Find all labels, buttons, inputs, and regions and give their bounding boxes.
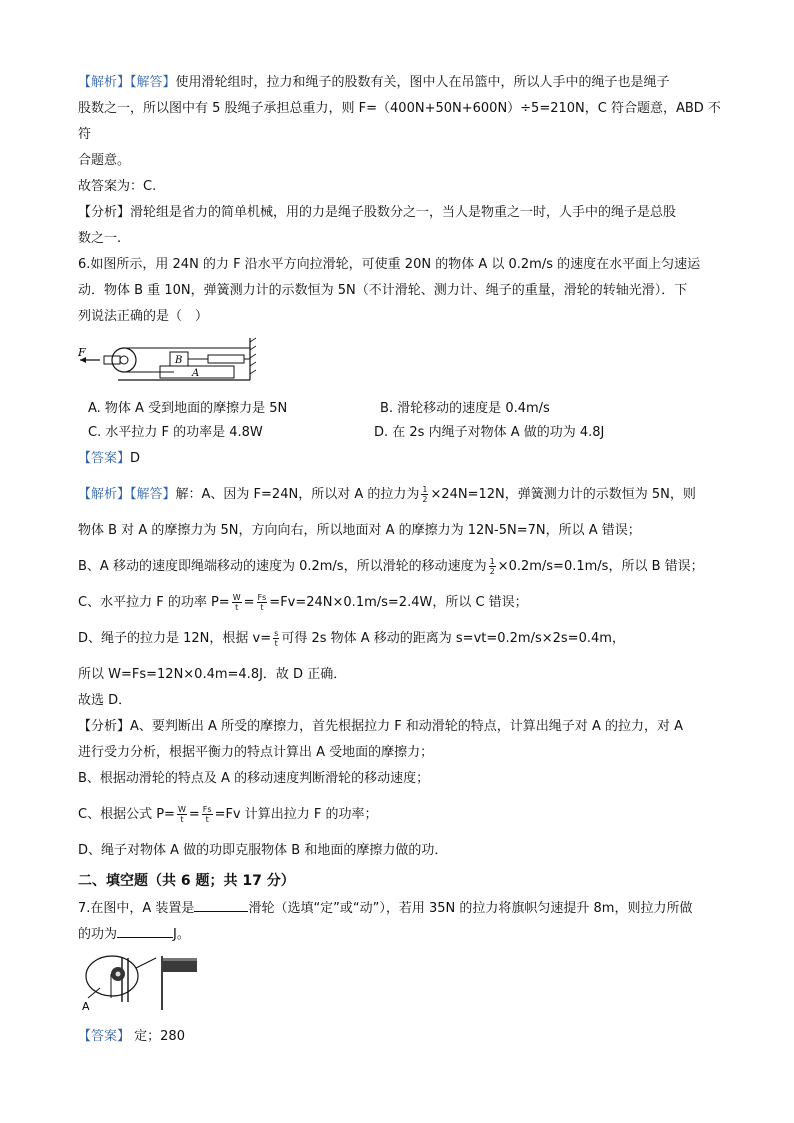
- label-a: A: [192, 368, 200, 379]
- q5-analysis-line-1: 【分析】滑轮组是省力的简单机械，用的力是绳子股数分之一，当人是物重之一时，人手中的绳子是总股: [78, 205, 677, 220]
- page-content: [78, 70, 728, 1050]
- fraction-half: $\frac{1}{2}$: [422, 485, 428, 504]
- answer-blank-2[interactable]: [117, 923, 173, 938]
- q5-solution-line-2: 股数之一，所以图中有 5 股绳子承担总重力，则 F=（400N+50N+600N）÷5=210N，C 符合题意，ABD 不符: [78, 101, 721, 142]
- tag-fenxi: 【分析】: [78, 205, 131, 220]
- q6-stem-line-2: 动．物体 B 重 10N，弹簧测力计的示数恒为 5N（不计滑轮、测力计、绳子的重量，滑轮的转轴光滑）．下: [78, 283, 688, 298]
- tag-jieda: 【解答】: [130, 487, 176, 502]
- section-title: 二、填空题（共 6 题；共 17 分）: [78, 873, 295, 889]
- q6-solution-d-1: D、绳子的拉力是 12N，根据 v= $\frac{s}{t}$ 可得 2s 物体 A 移动的距离为 s=vt=0.2m/s×2s=0.4m，: [78, 629, 625, 648]
- fraction-w-over-t: $\frac{W}{t}$: [232, 593, 241, 612]
- q6-stem-line-1: 6.如图所示，用 24N 的力 F 沿水平方向拉滑轮，可使重 20N 的物体 A 以 0.2m/s 的速度在水平面上匀速运: [78, 257, 701, 272]
- q7-stem-line-1: 7.在图中，A 装置是 滑轮（选填“定”或“动”），若用 35N 的拉力将旗帜匀速提升 8m，则拉力所做: [78, 896, 728, 922]
- fraction-s-over-t: $\frac{s}{t}$: [274, 629, 279, 648]
- q5-answer-line: 故答案为：C.: [78, 179, 157, 194]
- q6-analysis-a-1: 【分析】A、要判断出 A 所受的摩擦力，首先根据拉力 F 和动滑轮的特点，计算出绳子对 A 的拉力，对 A: [78, 719, 683, 734]
- tag-jiexi: 【解析】: [78, 487, 131, 502]
- q7-flagpole-figure: [78, 954, 728, 1022]
- label-b: B: [175, 355, 183, 366]
- q5-solution-line-1: 【解析】【解答】使用滑轮组时，拉力和绳子的股数有关，图中人在吊篮中，所以人手中的绳子也是绳子: [78, 75, 670, 90]
- option-b: B. 滑轮移动的速度是 0.4m/s: [380, 401, 550, 416]
- q6-stem-line-3: 列说法正确的是（ ）: [78, 309, 209, 324]
- pulley-diagram: [78, 336, 258, 384]
- q6-options: [78, 396, 728, 446]
- label-f: F: [78, 346, 86, 359]
- q6-analysis-c: C、根据公式 P= $\frac{W}{t}$ = $\frac{Fs}{t}$ =Fv 计算出拉力 F 的功率；: [78, 805, 378, 824]
- label-a: A: [82, 1000, 90, 1012]
- q5-analysis-line-2: 数之一.: [78, 231, 122, 246]
- tag-answer: 【答案】: [78, 451, 131, 466]
- option-a: A. 物体 A 受到地面的摩擦力是 5N: [88, 401, 288, 416]
- q6-solution-d-2: 所以 W=Fs=12N×0.4m=4.8J．故 D 正确．: [78, 667, 347, 682]
- flagpole-diagram: [78, 954, 218, 1012]
- q7-stem-line-2: 的功为 J。: [78, 922, 728, 948]
- tag-answer: 【答案】: [78, 1029, 131, 1044]
- fraction-w-over-t: $\frac{W}{t}$: [177, 805, 186, 824]
- q7-answer: 【答案】 定；280: [78, 1029, 185, 1044]
- tag-fenxi: 【分析】: [78, 719, 131, 734]
- q5-solution-line-3: 合题意。: [78, 153, 131, 168]
- q6-answer: 【答案】D: [78, 451, 141, 466]
- answer-blank-1[interactable]: [194, 897, 248, 912]
- q6-solution-a-1: 【解析】【解答】解：A、因为 F=24N，所以对 A 的拉力为 $\frac{1}{2}$ ×24N=12N，弹簧测力计的示数恒为 5N，则: [78, 485, 696, 504]
- spring-scale: [208, 355, 244, 363]
- q6-analysis-b: B、根据动滑轮的特点及 A 的移动速度判断滑轮的移动速度；: [78, 771, 430, 786]
- q6-solution-c: C、水平拉力 F 的功率 P= $\frac{W}{t}$ = $\frac{Fs}{t}$ =Fv=24N×0.1m/s=2.4W，所以 C 错误；: [78, 593, 528, 612]
- fraction-fs-over-t: $\frac{Fs}{t}$: [257, 593, 267, 612]
- pulley-wheel: [112, 348, 136, 372]
- q6-solution-end: 故选 D．: [78, 693, 132, 708]
- fraction-half: $\frac{1}{2}$: [489, 557, 495, 576]
- fraction-fs-over-t: $\frac{Fs}{t}$: [202, 805, 212, 824]
- q6-solution-a-2: 物体 B 对 A 的摩擦力为 5N，方向向右，所以地面对 A 的摩擦力为 12N-5N=7N，所以 A 错误；: [78, 523, 641, 538]
- tag-jieda: 【解答】: [130, 75, 176, 90]
- option-d: D. 在 2s 内绳子对物体 A 做的功为 4.8J: [374, 425, 605, 440]
- q6-analysis-d: D、绳子对物体 A 做的功即克服物体 B 和地面的摩擦力做的功．: [78, 843, 448, 858]
- q6-analysis-a-2: 进行受力分析，根据平衡力的特点计算出 A 受地面的摩擦力；: [78, 745, 434, 760]
- tag-jiexi: 【解析】: [78, 75, 131, 90]
- option-c: C. 水平拉力 F 的功率是 4.8W: [88, 425, 263, 440]
- q6-solution-b: B、A 移动的速度即绳端移动的速度为 0.2m/s，所以滑轮的移动速度为 $\frac{1}{2}$ ×0.2m/s=0.1m/s，所以 B 错误；: [78, 557, 704, 576]
- q6-pulley-figure: [78, 336, 728, 394]
